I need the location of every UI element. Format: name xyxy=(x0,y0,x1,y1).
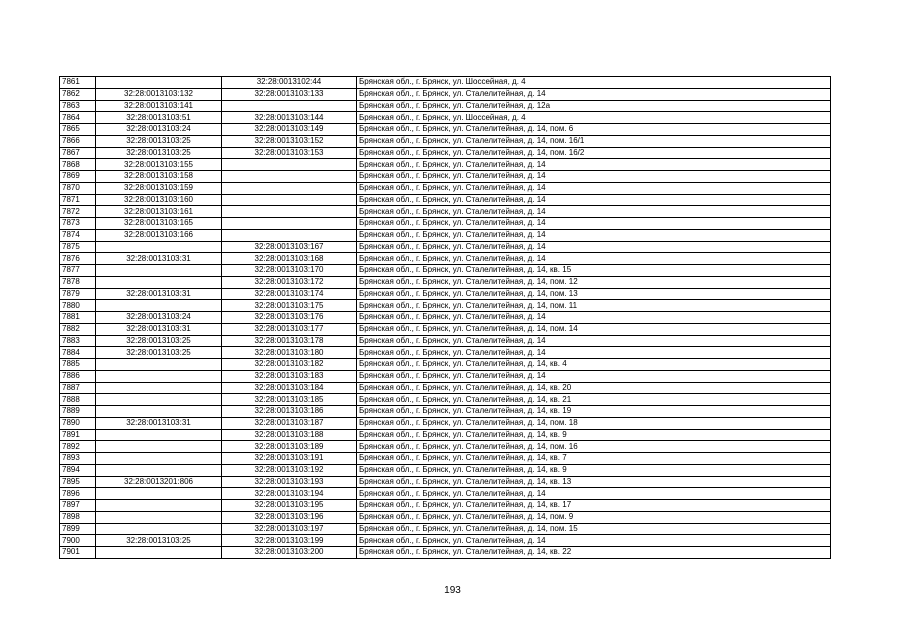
address-cell: Брянская обл., г. Брянск, ул. Сталелитейная, д. 14 xyxy=(357,347,831,359)
object-cadastral-number-cell: 32:28:0013103:197 xyxy=(222,523,357,535)
row-number-cell: 7884 xyxy=(60,347,96,359)
cadastral-number-cell xyxy=(96,523,222,535)
address-cell: Брянская обл., г. Брянск, ул. Сталелитейная, д. 14, кв. 21 xyxy=(357,394,831,406)
row-number-cell: 7879 xyxy=(60,288,96,300)
object-cadastral-number-cell: 32:28:0013103:170 xyxy=(222,265,357,277)
object-cadastral-number-cell: 32:28:0013103:152 xyxy=(222,135,357,147)
cadastral-number-cell xyxy=(96,453,222,465)
cadastral-number-cell xyxy=(96,547,222,559)
table-row xyxy=(60,547,831,559)
row-number-cell: 7877 xyxy=(60,265,96,277)
object-cadastral-number-cell xyxy=(222,229,357,241)
table-row xyxy=(60,77,831,89)
table-row xyxy=(60,476,831,488)
object-cadastral-number-cell xyxy=(222,100,357,112)
address-cell: Брянская обл., г. Брянск, ул. Шоссейная, д. 4 xyxy=(357,112,831,124)
object-cadastral-number-cell: 32:28:0013103:185 xyxy=(222,394,357,406)
address-cell: Брянская обл., г. Брянск, ул. Сталелитейная, д. 14 xyxy=(357,335,831,347)
row-number-cell: 7901 xyxy=(60,547,96,559)
cadastral-number-cell: 32:28:0013103:25 xyxy=(96,535,222,547)
row-number-cell: 7885 xyxy=(60,359,96,371)
object-cadastral-number-cell: 32:28:0013103:193 xyxy=(222,476,357,488)
address-cell: Брянская обл., г. Брянск, ул. Сталелитейная, д. 14, пом. 13 xyxy=(357,288,831,300)
object-cadastral-number-cell: 32:28:0013103:167 xyxy=(222,241,357,253)
address-cell: Брянская обл., г. Брянск, ул. Сталелитейная, д. 14, кв. 17 xyxy=(357,500,831,512)
row-number-cell: 7862 xyxy=(60,88,96,100)
object-cadastral-number-cell: 32:28:0013103:195 xyxy=(222,500,357,512)
cadastral-number-cell: 32:28:0013103:51 xyxy=(96,112,222,124)
table-row xyxy=(60,171,831,183)
row-number-cell: 7861 xyxy=(60,77,96,89)
cadastral-number-cell: 32:28:0013103:31 xyxy=(96,417,222,429)
address-cell: Брянская обл., г. Брянск, ул. Сталелитейная, д. 14 xyxy=(357,253,831,265)
object-cadastral-number-cell: 32:28:0013103:176 xyxy=(222,312,357,324)
object-cadastral-number-cell: 32:28:0013103:189 xyxy=(222,441,357,453)
address-cell: Брянская обл., г. Брянск, ул. Сталелитейная, д. 14 xyxy=(357,159,831,171)
cadastral-number-cell: 32:28:0013103:161 xyxy=(96,206,222,218)
row-number-cell: 7896 xyxy=(60,488,96,500)
cadastral-number-cell: 32:28:0013103:31 xyxy=(96,288,222,300)
object-cadastral-number-cell: 32:28:0013103:177 xyxy=(222,323,357,335)
table-row xyxy=(60,429,831,441)
cadastral-number-cell xyxy=(96,241,222,253)
address-cell: Брянская обл., г. Брянск, ул. Сталелитейная, д. 14 xyxy=(357,488,831,500)
address-cell: Брянская обл., г. Брянск, ул. Сталелитейная, д. 14, пом. 16/2 xyxy=(357,147,831,159)
row-number-cell: 7899 xyxy=(60,523,96,535)
table-row xyxy=(60,323,831,335)
row-number-cell: 7889 xyxy=(60,406,96,418)
object-cadastral-number-cell: 32:28:0013103:196 xyxy=(222,511,357,523)
object-cadastral-number-cell: 32:28:0013103:182 xyxy=(222,359,357,371)
table-row xyxy=(60,417,831,429)
address-cell: Брянская обл., г. Брянск, ул. Сталелитейная, д. 14, кв. 20 xyxy=(357,382,831,394)
table-row xyxy=(60,241,831,253)
address-cell: Брянская обл., г. Брянск, ул. Сталелитейная, д. 14, пом. 9 xyxy=(357,511,831,523)
table-row xyxy=(60,100,831,112)
row-number-cell: 7878 xyxy=(60,276,96,288)
address-cell: Брянская обл., г. Брянск, ул. Сталелитейная, д. 14, пом. 16/1 xyxy=(357,135,831,147)
object-cadastral-number-cell xyxy=(222,206,357,218)
address-cell: Брянская обл., г. Брянск, ул. Сталелитейная, д. 14, кв. 9 xyxy=(357,464,831,476)
row-number-cell: 7865 xyxy=(60,124,96,136)
row-number-cell: 7897 xyxy=(60,500,96,512)
row-number-cell: 7871 xyxy=(60,194,96,206)
object-cadastral-number-cell: 32:28:0013103:186 xyxy=(222,406,357,418)
cadastral-number-cell xyxy=(96,406,222,418)
table-row xyxy=(60,253,831,265)
address-cell: Брянская обл., г. Брянск, ул. Сталелитейная, д. 14 xyxy=(357,535,831,547)
address-cell: Брянская обл., г. Брянск, ул. Сталелитейная, д. 14 xyxy=(357,370,831,382)
row-number-cell: 7894 xyxy=(60,464,96,476)
address-cell: Брянская обл., г. Брянск, ул. Сталелитейная, д. 14, пом. 18 xyxy=(357,417,831,429)
address-cell: Брянская обл., г. Брянск, ул. Сталелитейная, д. 14, кв. 19 xyxy=(357,406,831,418)
object-cadastral-number-cell: 32:28:0013103:149 xyxy=(222,124,357,136)
object-cadastral-number-cell: 32:28:0013103:172 xyxy=(222,276,357,288)
object-cadastral-number-cell: 32:28:0013103:192 xyxy=(222,464,357,476)
address-cell: Брянская обл., г. Брянск, ул. Сталелитейная, д. 14 xyxy=(357,241,831,253)
cadastral-number-cell xyxy=(96,429,222,441)
table-row xyxy=(60,194,831,206)
table-row xyxy=(60,500,831,512)
table-row xyxy=(60,124,831,136)
row-number-cell: 7886 xyxy=(60,370,96,382)
cadastral-number-cell xyxy=(96,370,222,382)
row-number-cell: 7873 xyxy=(60,218,96,230)
cadastral-number-cell xyxy=(96,382,222,394)
row-number-cell: 7892 xyxy=(60,441,96,453)
row-number-cell: 7864 xyxy=(60,112,96,124)
cadastral-number-cell: 32:28:0013103:158 xyxy=(96,171,222,183)
row-number-cell: 7900 xyxy=(60,535,96,547)
object-cadastral-number-cell xyxy=(222,194,357,206)
object-cadastral-number-cell: 32:28:0013103:178 xyxy=(222,335,357,347)
address-cell: Брянская обл., г. Брянск, ул. Сталелитейная, д. 14, кв. 22 xyxy=(357,547,831,559)
address-cell: Брянская обл., г. Брянск, ул. Сталелитейная, д. 14, кв. 7 xyxy=(357,453,831,465)
table-row xyxy=(60,147,831,159)
table-row xyxy=(60,406,831,418)
object-cadastral-number-cell: 32:28:0013103:194 xyxy=(222,488,357,500)
object-cadastral-number-cell: 32:28:0013103:133 xyxy=(222,88,357,100)
object-cadastral-number-cell: 32:28:0013103:191 xyxy=(222,453,357,465)
row-number-cell: 7888 xyxy=(60,394,96,406)
row-number-cell: 7870 xyxy=(60,182,96,194)
address-cell: Брянская обл., г. Брянск, ул. Сталелитейная, д. 14 xyxy=(357,88,831,100)
address-cell: Брянская обл., г. Брянск, ул. Сталелитейная, д. 14 xyxy=(357,206,831,218)
row-number-cell: 7883 xyxy=(60,335,96,347)
cadastral-number-cell: 32:28:0013103:160 xyxy=(96,194,222,206)
row-number-cell: 7872 xyxy=(60,206,96,218)
row-number-cell: 7867 xyxy=(60,147,96,159)
cadastral-number-cell xyxy=(96,441,222,453)
address-cell: Брянская обл., г. Брянск, ул. Сталелитейная, д. 14, кв. 4 xyxy=(357,359,831,371)
table-row xyxy=(60,535,831,547)
cadastral-number-cell: 32:28:0013103:25 xyxy=(96,147,222,159)
row-number-cell: 7881 xyxy=(60,312,96,324)
cadastral-number-cell: 32:28:0013103:165 xyxy=(96,218,222,230)
page-number: 193 xyxy=(444,585,461,596)
cadastral-number-cell xyxy=(96,464,222,476)
table-row xyxy=(60,312,831,324)
object-cadastral-number-cell xyxy=(222,182,357,194)
cadastral-number-cell xyxy=(96,276,222,288)
row-number-cell: 7882 xyxy=(60,323,96,335)
object-cadastral-number-cell: 32:28:0013103:174 xyxy=(222,288,357,300)
table-row xyxy=(60,335,831,347)
address-cell: Брянская обл., г. Брянск, ул. Шоссейная, д. 4 xyxy=(357,77,831,89)
row-number-cell: 7891 xyxy=(60,429,96,441)
table-row xyxy=(60,182,831,194)
address-cell: Брянская обл., г. Брянск, ул. Сталелитейная, д. 12а xyxy=(357,100,831,112)
row-number-cell: 7898 xyxy=(60,511,96,523)
address-cell: Брянская обл., г. Брянск, ул. Сталелитейная, д. 14, пом. 15 xyxy=(357,523,831,535)
row-number-cell: 7863 xyxy=(60,100,96,112)
row-number-cell: 7874 xyxy=(60,229,96,241)
row-number-cell: 7887 xyxy=(60,382,96,394)
table-row xyxy=(60,453,831,465)
address-cell: Брянская обл., г. Брянск, ул. Сталелитейная, д. 14, пом. 14 xyxy=(357,323,831,335)
cadastral-number-cell xyxy=(96,265,222,277)
address-cell: Брянская обл., г. Брянск, ул. Сталелитейная, д. 14, кв. 9 xyxy=(357,429,831,441)
address-cell: Брянская обл., г. Брянск, ул. Сталелитейная, д. 14, пом. 12 xyxy=(357,276,831,288)
address-cell: Брянская обл., г. Брянск, ул. Сталелитейная, д. 14 xyxy=(357,218,831,230)
cadastral-number-cell xyxy=(96,511,222,523)
object-cadastral-number-cell: 32:28:0013103:183 xyxy=(222,370,357,382)
cadastral-number-cell xyxy=(96,359,222,371)
cadastral-number-cell: 32:28:0013103:24 xyxy=(96,124,222,136)
object-cadastral-number-cell: 32:28:0013103:184 xyxy=(222,382,357,394)
cadastral-table-body xyxy=(60,77,831,559)
cadastral-number-cell: 32:28:0013103:166 xyxy=(96,229,222,241)
row-number-cell: 7875 xyxy=(60,241,96,253)
table-row xyxy=(60,382,831,394)
address-cell: Брянская обл., г. Брянск, ул. Сталелитейная, д. 14, пом. 16 xyxy=(357,441,831,453)
row-number-cell: 7895 xyxy=(60,476,96,488)
table-row xyxy=(60,394,831,406)
table-row xyxy=(60,276,831,288)
object-cadastral-number-cell: 32:28:0013103:188 xyxy=(222,429,357,441)
row-number-cell: 7866 xyxy=(60,135,96,147)
cadastral-number-cell xyxy=(96,300,222,312)
row-number-cell: 7868 xyxy=(60,159,96,171)
address-cell: Брянская обл., г. Брянск, ул. Сталелитейная, д. 14 xyxy=(357,182,831,194)
table-row xyxy=(60,464,831,476)
table-row xyxy=(60,370,831,382)
object-cadastral-number-cell: 32:28:0013103:144 xyxy=(222,112,357,124)
table-row xyxy=(60,229,831,241)
cadastral-number-cell: 32:28:0013103:25 xyxy=(96,347,222,359)
cadastral-number-cell xyxy=(96,394,222,406)
cadastral-number-cell: 32:28:0013103:141 xyxy=(96,100,222,112)
table-row xyxy=(60,511,831,523)
address-cell: Брянская обл., г. Брянск, ул. Сталелитейная, д. 14 xyxy=(357,312,831,324)
cadastral-number-cell: 32:28:0013103:31 xyxy=(96,253,222,265)
object-cadastral-number-cell: 32:28:0013103:180 xyxy=(222,347,357,359)
address-cell: Брянская обл., г. Брянск, ул. Сталелитейная, д. 14, пом. 6 xyxy=(357,124,831,136)
address-cell: Брянская обл., г. Брянск, ул. Сталелитейная, д. 14, кв. 13 xyxy=(357,476,831,488)
cadastral-number-cell: 32:28:0013103:132 xyxy=(96,88,222,100)
table-row xyxy=(60,135,831,147)
row-number-cell: 7890 xyxy=(60,417,96,429)
table-row xyxy=(60,523,831,535)
table-row xyxy=(60,265,831,277)
object-cadastral-number-cell: 32:28:0013102:44 xyxy=(222,77,357,89)
object-cadastral-number-cell: 32:28:0013103:175 xyxy=(222,300,357,312)
address-cell: Брянская обл., г. Брянск, ул. Сталелитейная, д. 14, кв. 15 xyxy=(357,265,831,277)
table-row xyxy=(60,300,831,312)
object-cadastral-number-cell xyxy=(222,159,357,171)
cadastral-number-cell: 32:28:0013103:159 xyxy=(96,182,222,194)
object-cadastral-number-cell xyxy=(222,171,357,183)
address-cell: Брянская обл., г. Брянск, ул. Сталелитейная, д. 14 xyxy=(357,171,831,183)
table-row xyxy=(60,488,831,500)
table-row xyxy=(60,347,831,359)
cadastral-number-cell xyxy=(96,488,222,500)
object-cadastral-number-cell xyxy=(222,218,357,230)
cadastral-number-cell xyxy=(96,77,222,89)
cadastral-table xyxy=(59,76,831,559)
object-cadastral-number-cell: 32:28:0013103:153 xyxy=(222,147,357,159)
address-cell: Брянская обл., г. Брянск, ул. Сталелитейная, д. 14 xyxy=(357,194,831,206)
cadastral-number-cell xyxy=(96,500,222,512)
table-row xyxy=(60,206,831,218)
table-row xyxy=(60,88,831,100)
table-row xyxy=(60,112,831,124)
cadastral-number-cell: 32:28:0013103:24 xyxy=(96,312,222,324)
cadastral-number-cell: 32:28:0013103:155 xyxy=(96,159,222,171)
object-cadastral-number-cell: 32:28:0013103:199 xyxy=(222,535,357,547)
table-row xyxy=(60,441,831,453)
row-number-cell: 7869 xyxy=(60,171,96,183)
table-row xyxy=(60,159,831,171)
cadastral-number-cell: 32:28:0013103:25 xyxy=(96,135,222,147)
table-row xyxy=(60,288,831,300)
address-cell: Брянская обл., г. Брянск, ул. Сталелитейная, д. 14 xyxy=(357,229,831,241)
cadastral-number-cell: 32:28:0013103:31 xyxy=(96,323,222,335)
cadastral-number-cell: 32:28:0013201:806 xyxy=(96,476,222,488)
cadastral-number-cell: 32:28:0013103:25 xyxy=(96,335,222,347)
object-cadastral-number-cell: 32:28:0013103:200 xyxy=(222,547,357,559)
row-number-cell: 7893 xyxy=(60,453,96,465)
table-row xyxy=(60,359,831,371)
row-number-cell: 7880 xyxy=(60,300,96,312)
object-cadastral-number-cell: 32:28:0013103:168 xyxy=(222,253,357,265)
address-cell: Брянская обл., г. Брянск, ул. Сталелитейная, д. 14, пом. 11 xyxy=(357,300,831,312)
row-number-cell: 7876 xyxy=(60,253,96,265)
object-cadastral-number-cell: 32:28:0013103:187 xyxy=(222,417,357,429)
table-row xyxy=(60,218,831,230)
